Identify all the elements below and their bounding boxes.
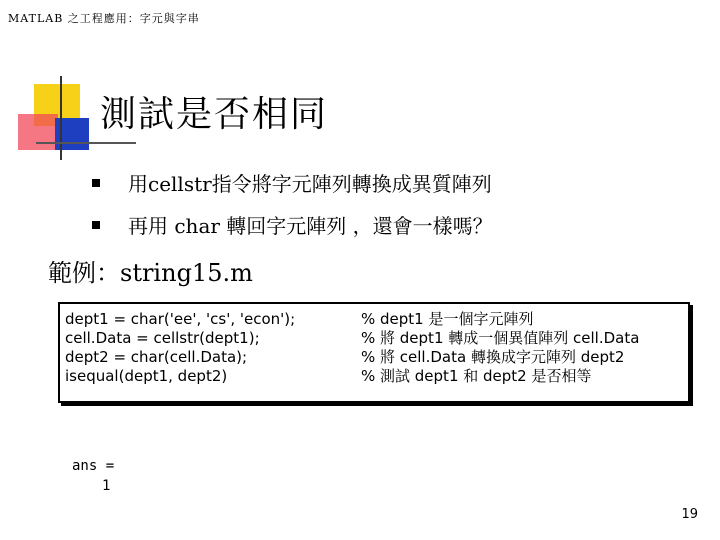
bullet-square-icon — [92, 179, 100, 187]
comment-line: % dept1 是一個字元陣列 — [361, 310, 534, 328]
comment-column — [361, 304, 639, 401]
code-box — [58, 302, 690, 403]
comment-line: % 將 cell.Data 轉換成字元陣列 dept2 — [361, 348, 625, 366]
command-output — [72, 456, 114, 496]
code-line: dept1 = char('ee', 'cs', 'econ'); — [65, 310, 296, 328]
code-line: isequal(dept1, dept2) — [65, 367, 228, 385]
comment-line: % 測試 dept1 和 dept2 是否相等 — [361, 367, 592, 385]
page-number: 19 — [681, 507, 698, 522]
code-line: cell.Data = cellstr(dept1); — [65, 329, 260, 347]
comment-line: % 將 dept1 轉成一個異值陣列 cell.Data — [361, 329, 640, 347]
output-value: 1 — [102, 478, 111, 494]
output-line: ans = — [72, 458, 115, 474]
slide-title: 測試是否相同 — [100, 94, 329, 135]
decor-vertical-line — [60, 76, 62, 160]
bullet-item — [92, 168, 492, 197]
example-label: 範例：string15.m — [48, 259, 253, 287]
code-column — [60, 304, 361, 401]
bullet-text: 用cellstr指令將字元陣列轉換成異質陣列 — [128, 172, 492, 196]
bullet-text: 再用 char 轉回字元陣列 ，還會一樣嗎？ — [128, 214, 493, 238]
bullet-square-icon — [92, 221, 100, 229]
code-line: dept2 = char(cell.Data); — [65, 348, 248, 366]
decor-horizontal-line — [36, 142, 136, 144]
slide-header: MATLAB 之工程應用：字元與字串 — [8, 12, 200, 25]
bullet-item — [92, 210, 493, 239]
decor-red-square — [18, 114, 58, 150]
